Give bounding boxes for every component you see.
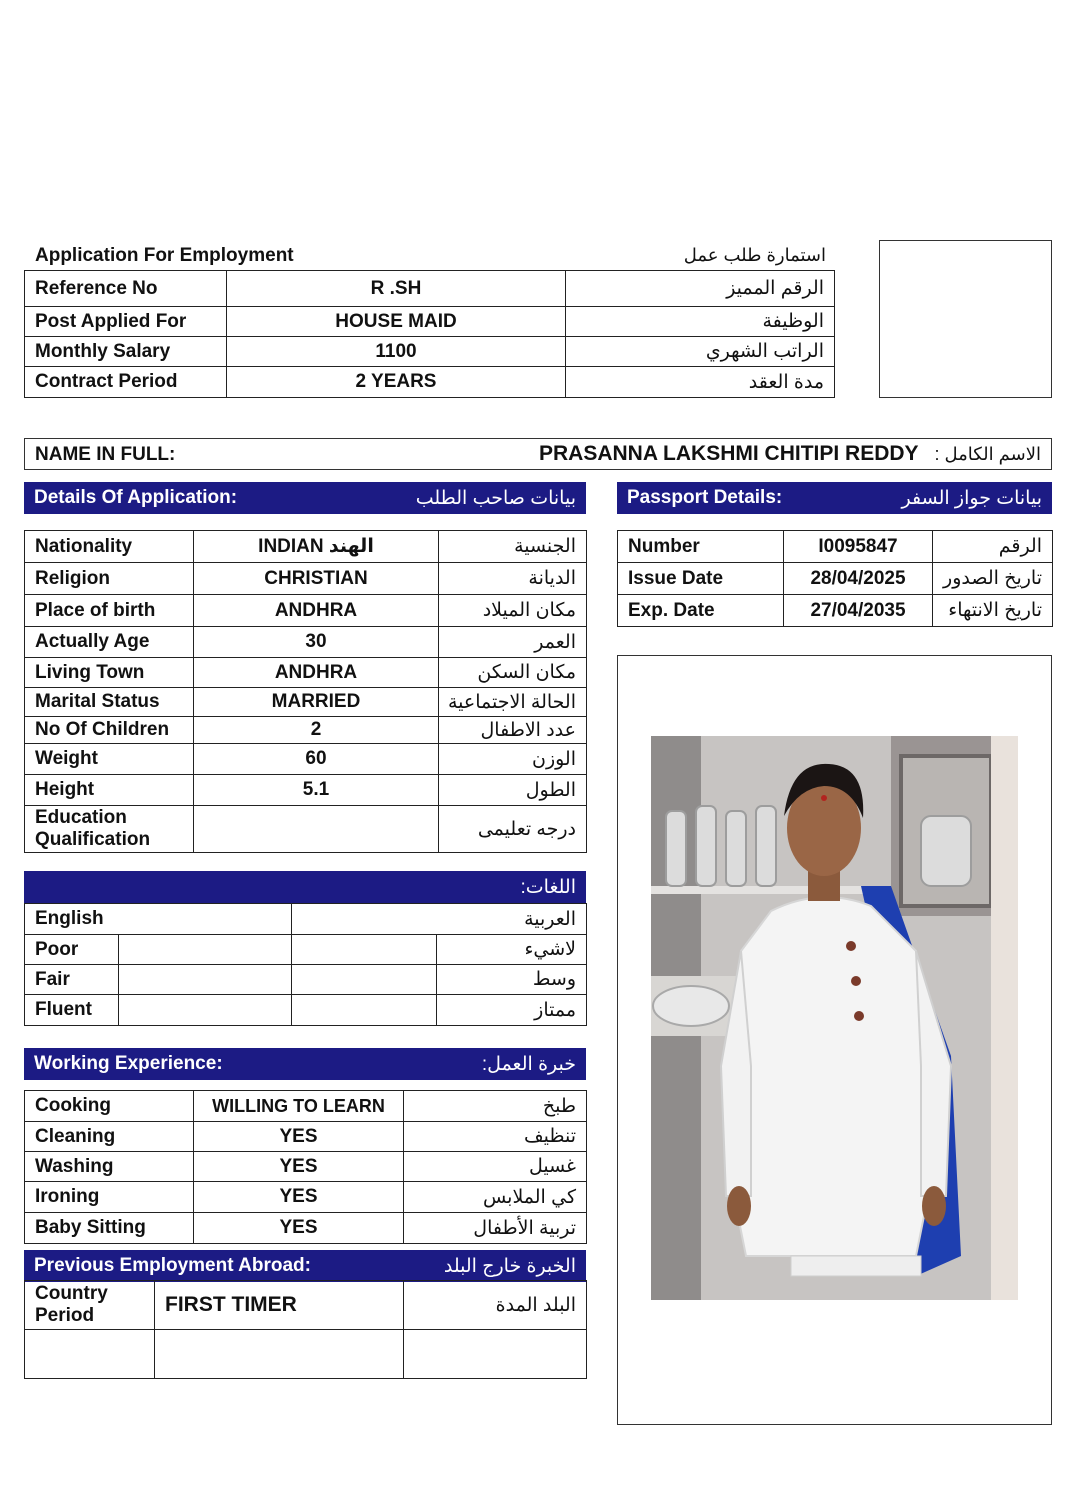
full-name-box <box>24 438 1052 470</box>
experience-label: Cleaning <box>25 1122 194 1152</box>
details-label: Weight <box>25 744 194 775</box>
details-value: MARRIED <box>194 688 439 717</box>
details-row <box>25 717 587 744</box>
passport-label: Issue Date <box>618 563 784 595</box>
passport-value: I0095847 <box>784 531 933 563</box>
language-level-label-ar: وسط <box>437 965 587 995</box>
experience-row <box>25 1182 587 1213</box>
experience-label: Baby Sitting <box>25 1213 194 1244</box>
language-level-cell <box>119 935 292 965</box>
languages-heading <box>24 871 586 903</box>
language-level-label-ar: لاشيء <box>437 935 587 965</box>
details-label-ar: درجه تعليمى <box>439 806 587 853</box>
details-heading-ar: بيانات صاحب الطلب <box>415 487 576 509</box>
language-level-row <box>25 935 587 965</box>
language-level-label: Fair <box>25 965 119 995</box>
experience-heading <box>24 1048 586 1080</box>
form-title-ar: استمارة طلب عمل <box>683 245 826 265</box>
experience-row <box>25 1152 587 1182</box>
previous-heading-ar: الخبرة خارج البلد <box>443 1255 576 1277</box>
experience-label-ar: تنظيف <box>404 1122 587 1152</box>
language-arabic-label: العربية <box>292 904 587 935</box>
previous-empty-row <box>25 1330 587 1379</box>
details-label: Height <box>25 775 194 806</box>
details-label: No Of Children <box>25 717 194 744</box>
full-name-label-ar: الاسم الكامل : <box>934 444 1041 464</box>
details-value <box>194 806 439 853</box>
details-label-ar: الحالة الاجتماعية <box>439 688 587 717</box>
details-heading <box>24 482 586 514</box>
details-value: CHRISTIAN <box>194 563 439 595</box>
details-label: Actually Age <box>25 627 194 658</box>
experience-heading-en: Working Experience: <box>34 1053 223 1074</box>
applicant-photo-illustration <box>651 736 1018 1300</box>
experience-value: YES <box>194 1122 404 1152</box>
applicant-photo <box>651 736 1018 1300</box>
language-level-row <box>25 965 587 995</box>
details-row <box>25 627 587 658</box>
language-level-row <box>25 995 587 1026</box>
header-value: HOUSE MAID <box>227 307 566 337</box>
experience-row <box>25 1213 587 1244</box>
details-row <box>25 775 587 806</box>
passport-value: 27/04/2035 <box>784 595 933 627</box>
details-label: Nationality <box>25 531 194 563</box>
previous-empty-cell <box>25 1330 155 1379</box>
header-value: 1100 <box>227 337 566 367</box>
details-label: Education Qualification <box>25 806 194 853</box>
passport-heading-en: Passport Details: <box>627 487 783 508</box>
details-value: ANDHRA <box>194 658 439 688</box>
details-row <box>25 563 587 595</box>
details-value: 30 <box>194 627 439 658</box>
experience-label: Washing <box>25 1152 194 1182</box>
header-label: Reference No <box>25 271 227 307</box>
passport-value: 28/04/2025 <box>784 563 933 595</box>
details-row <box>25 658 587 688</box>
details-value: ANDHRA <box>194 595 439 627</box>
details-value: 5.1 <box>194 775 439 806</box>
header-table <box>24 270 835 398</box>
passport-table <box>617 530 1053 627</box>
header-row <box>25 307 835 337</box>
previous-label-ar: البلد المدة <box>404 1281 587 1330</box>
previous-heading-en: Previous Employment Abroad: <box>34 1255 311 1276</box>
header-label: Post Applied For <box>25 307 227 337</box>
header-label-ar: الرقم المميز <box>566 271 835 307</box>
details-row <box>25 744 587 775</box>
photo-placeholder-box <box>879 240 1052 398</box>
details-label-ar: الطول <box>439 775 587 806</box>
details-label-ar: مكان السكن <box>439 658 587 688</box>
language-english-label: English <box>25 904 292 935</box>
details-label-ar: العمر <box>439 627 587 658</box>
header-value: R .SH <box>227 271 566 307</box>
experience-table <box>24 1090 587 1244</box>
passport-label: Exp. Date <box>618 595 784 627</box>
details-label-ar: عدد الاطفال <box>439 717 587 744</box>
experience-label-ar: كي الملابس <box>404 1182 587 1213</box>
language-level-label-ar: ممتاز <box>437 995 587 1026</box>
details-label-ar: الديانة <box>439 563 587 595</box>
language-level-cell <box>292 995 437 1026</box>
form-title: Application For Employment <box>35 245 294 266</box>
previous-value: FIRST TIMER <box>155 1281 404 1330</box>
header-label: Monthly Salary <box>25 337 227 367</box>
experience-label-ar: تربية الأطفال <box>404 1213 587 1244</box>
language-level-label: Poor <box>25 935 119 965</box>
experience-value: YES <box>194 1152 404 1182</box>
header-label-ar: مدة العقد <box>566 367 835 398</box>
details-label: Place of birth <box>25 595 194 627</box>
details-row <box>25 688 587 717</box>
experience-value: YES <box>194 1213 404 1244</box>
experience-heading-ar: خبرة العمل: <box>481 1053 576 1075</box>
experience-label: Ironing <box>25 1182 194 1213</box>
experience-row <box>25 1091 587 1122</box>
header-row <box>25 271 835 307</box>
experience-label: Cooking <box>25 1091 194 1122</box>
languages-header-row <box>25 904 587 935</box>
language-level-cell <box>119 995 292 1026</box>
details-label: Marital Status <box>25 688 194 717</box>
details-label: Religion <box>25 563 194 595</box>
language-level-cell <box>119 965 292 995</box>
passport-row <box>618 595 1053 627</box>
header-label-ar: الراتب الشهري <box>566 337 835 367</box>
experience-value: WILLING TO LEARN <box>194 1091 404 1122</box>
previous-empty-cell <box>404 1330 587 1379</box>
experience-value: YES <box>194 1182 404 1213</box>
experience-label-ar: طبخ <box>404 1091 587 1122</box>
details-row <box>25 806 587 853</box>
header-label: Contract Period <box>25 367 227 398</box>
passport-heading <box>617 482 1052 514</box>
details-heading-en: Details Of Application: <box>34 487 238 508</box>
previous-heading <box>24 1250 586 1282</box>
details-label: Living Town <box>25 658 194 688</box>
details-value: 60 <box>194 744 439 775</box>
passport-label-ar: تاريخ الانتهاء <box>933 595 1053 627</box>
language-level-label: Fluent <box>25 995 119 1026</box>
passport-label-ar: الرقم <box>933 531 1053 563</box>
previous-empty-cell <box>155 1330 404 1379</box>
details-value: INDIAN الهند <box>194 531 439 563</box>
details-value: 2 <box>194 717 439 744</box>
details-label-ar: الوزن <box>439 744 587 775</box>
details-row <box>25 531 587 563</box>
details-label-ar: مكان الميلاد <box>439 595 587 627</box>
passport-row <box>618 563 1053 595</box>
languages-heading-ar: اللغات: <box>520 876 576 898</box>
passport-label: Number <box>618 531 784 563</box>
previous-label: Country Period <box>25 1281 155 1330</box>
details-label-ar: الجنسية <box>439 531 587 563</box>
passport-heading-ar: بيانات جواز السفر <box>901 487 1042 509</box>
full-name-value: PRASANNA LAKSHMI CHITIPI REDDY <box>539 442 919 465</box>
experience-row <box>25 1122 587 1152</box>
experience-label-ar: غسيل <box>404 1152 587 1182</box>
language-level-cell <box>292 935 437 965</box>
previous-table <box>24 1280 587 1379</box>
passport-row <box>618 531 1053 563</box>
details-table <box>24 530 587 853</box>
details-row <box>25 595 587 627</box>
full-name-label: NAME IN FULL: <box>35 444 176 465</box>
previous-row <box>25 1281 587 1330</box>
language-level-cell <box>292 965 437 995</box>
header-value: 2 YEARS <box>227 367 566 398</box>
header-row <box>25 367 835 398</box>
header-row <box>25 337 835 367</box>
passport-label-ar: تاريخ الصدور <box>933 563 1053 595</box>
languages-table <box>24 903 587 1026</box>
header-label-ar: الوظيفة <box>566 307 835 337</box>
